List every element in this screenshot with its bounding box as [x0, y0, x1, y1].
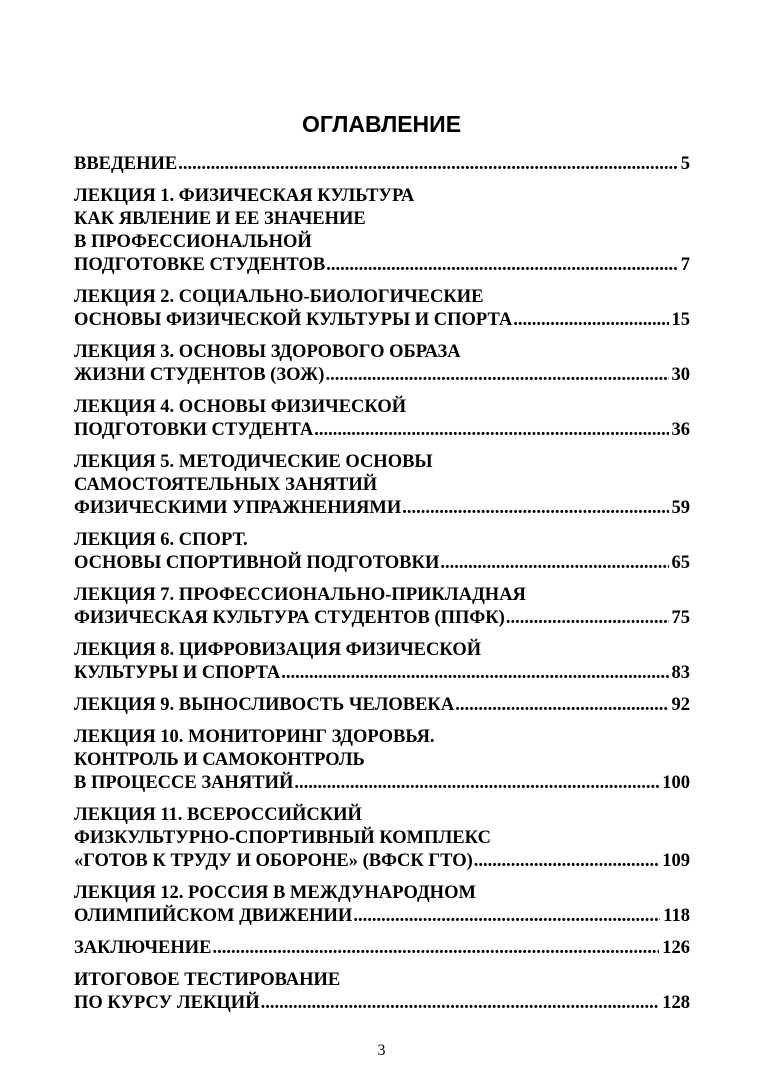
- toc-entry-title: ОСНОВЫ ФИЗИЧЕСКОЙ КУЛЬТУРЫ И СПОРТА: [74, 310, 513, 330]
- toc-page-number: 59: [671, 498, 690, 518]
- toc-entry[interactable]: [74, 694, 690, 717]
- toc-entry-last-line: [74, 552, 690, 575]
- toc-entry[interactable]: [74, 153, 690, 176]
- toc-page-number: 92: [671, 695, 690, 715]
- dot-leader: [281, 662, 668, 685]
- toc-entry[interactable]: [74, 726, 690, 795]
- toc-entry-last-line: [74, 937, 690, 960]
- toc-entry-title: ОЛИМПИЙСКОМ ДВИЖЕНИИ: [74, 906, 353, 926]
- toc-entry-last-line: [74, 992, 690, 1015]
- dot-leader: [314, 419, 668, 442]
- toc-entry-line: САМОСТОЯТЕЛЬНЫХ ЗАНЯТИЙ: [74, 475, 378, 495]
- toc-entry-title: ОСНОВЫ СПОРТИВНОЙ ПОДГОТОВКИ: [74, 553, 440, 573]
- dot-leader: [213, 937, 660, 960]
- dot-leader: [513, 309, 668, 332]
- toc-page-number: 75: [671, 608, 690, 628]
- dot-leader: [325, 364, 668, 387]
- toc-entry-last-line: [74, 254, 690, 277]
- toc-page-number: 7: [680, 255, 690, 275]
- toc-entry-line: ЛЕКЦИЯ 5. МЕТОДИЧЕСКИЕ ОСНОВЫ: [74, 452, 433, 472]
- toc-entry-last-line: [74, 662, 690, 685]
- dot-leader: [326, 254, 678, 277]
- toc-entry-last-line: [74, 850, 690, 873]
- toc-entry-line: ЛЕКЦИЯ 11. ВСЕРОССИЙСКИЙ: [74, 805, 362, 825]
- toc-page-number: 30: [671, 365, 690, 385]
- toc-entry-last-line: [74, 153, 690, 176]
- toc-entry-line: КОНТРОЛЬ И САМОКОНТРОЛЬ: [74, 750, 365, 770]
- toc-entry[interactable]: [74, 286, 690, 332]
- toc-entry-title: ЖИЗНИ СТУДЕНТОВ (ЗОЖ): [74, 365, 325, 385]
- toc-page-number: 118: [663, 906, 690, 926]
- toc-entry[interactable]: [74, 341, 690, 387]
- toc-page-number: 100: [662, 773, 690, 793]
- toc-entry-line: ЛЕКЦИЯ 1. ФИЗИЧЕСКАЯ КУЛЬТУРА: [74, 186, 415, 206]
- toc-entry[interactable]: [74, 584, 690, 630]
- dot-leader: [440, 552, 668, 575]
- toc-page-number: 15: [671, 310, 690, 330]
- toc-page-number: 109: [662, 851, 690, 871]
- toc-entry-line: ЛЕКЦИЯ 3. ОСНОВЫ ЗДОРОВОГО ОБРАЗА: [74, 342, 461, 362]
- toc-entry-title: ФИЗИЧЕСКАЯ КУЛЬТУРА СТУДЕНТОВ (ППФК): [74, 608, 505, 628]
- toc-page-number: 128: [662, 993, 690, 1013]
- toc-entry-title: ЛЕКЦИЯ 9. ВЫНОСЛИВОСТЬ ЧЕЛОВЕКА: [74, 695, 455, 715]
- toc-entry-line: ЛЕКЦИЯ 7. ПРОФЕССИОНАЛЬНО-ПРИКЛАДНАЯ: [74, 585, 526, 605]
- toc-entry[interactable]: [74, 185, 690, 277]
- dot-leader: [402, 497, 668, 520]
- dot-leader: [353, 905, 660, 928]
- toc-page-number: 126: [662, 938, 690, 958]
- toc-page-number: 65: [671, 553, 690, 573]
- toc-entry[interactable]: [74, 969, 690, 1015]
- toc-entry-title: ПОДГОТОВКЕ СТУДЕНТОВ: [74, 255, 326, 275]
- toc-entry-title: ФИЗИЧЕСКИМИ УПРАЖНЕНИЯМИ: [74, 498, 402, 518]
- dot-leader: [474, 850, 659, 873]
- toc-entry-last-line: [74, 309, 690, 332]
- toc-entry-line: ИТОГОВОЕ ТЕСТИРОВАНИЕ: [74, 970, 341, 990]
- toc-entry[interactable]: [74, 882, 690, 928]
- toc-entry-last-line: [74, 364, 690, 387]
- toc-entry-title: КУЛЬТУРЫ И СПОРТА: [74, 663, 281, 683]
- table-of-contents: [74, 153, 690, 1024]
- toc-entry-title: В ПРОЦЕССЕ ЗАНЯТИЙ: [74, 773, 294, 793]
- toc-page-number: 36: [671, 420, 690, 440]
- toc-entry[interactable]: [74, 529, 690, 575]
- toc-entry[interactable]: [74, 396, 690, 442]
- toc-entry-line: ФИЗКУЛЬТУРНО-СПОРТИВНЫЙ КОМПЛЕКС: [74, 828, 491, 848]
- toc-entry-last-line: [74, 905, 690, 928]
- toc-entry[interactable]: [74, 937, 690, 960]
- toc-entry-title: ПОДГОТОВКИ СТУДЕНТА: [74, 420, 314, 440]
- toc-entry-line: КАК ЯВЛЕНИЕ И ЕЕ ЗНАЧЕНИЕ: [74, 209, 366, 229]
- toc-entry-title: ВВЕДЕНИЕ: [74, 154, 178, 174]
- toc-entry-line: ЛЕКЦИЯ 10. МОНИТОРИНГ ЗДОРОВЬЯ.: [74, 727, 435, 747]
- toc-entry-line: ЛЕКЦИЯ 4. ОСНОВЫ ФИЗИЧЕСКОЙ: [74, 397, 407, 417]
- toc-entry-last-line: [74, 607, 690, 630]
- dot-leader: [294, 772, 659, 795]
- toc-page-number: 83: [671, 663, 690, 683]
- dot-leader: [178, 153, 678, 176]
- toc-entry-title: ПО КУРСУ ЛЕКЦИЙ: [74, 993, 260, 1013]
- toc-entry[interactable]: [74, 639, 690, 685]
- dot-leader: [455, 694, 668, 717]
- toc-entry-last-line: [74, 497, 690, 520]
- toc-entry-last-line: [74, 694, 690, 717]
- toc-entry-line: ЛЕКЦИЯ 12. РОССИЯ В МЕЖДУНАРОДНОМ: [74, 883, 476, 903]
- toc-entry[interactable]: [74, 804, 690, 873]
- toc-entry-title: ЗАКЛЮЧЕНИЕ: [74, 938, 212, 958]
- toc-entry-line: ЛЕКЦИЯ 2. СОЦИАЛЬНО-БИОЛОГИЧЕСКИЕ: [74, 287, 484, 307]
- toc-entry-title: «ГОТОВ К ТРУДУ И ОБОРОНЕ» (ВФСК ГТО): [74, 851, 473, 871]
- toc-entry-last-line: [74, 419, 690, 442]
- dot-leader: [261, 992, 660, 1015]
- page-title: ОГЛАВЛЕНИЕ: [301, 111, 462, 137]
- page-number: 3: [377, 1042, 386, 1059]
- toc-entry-line: ЛЕКЦИЯ 8. ЦИФРОВИЗАЦИЯ ФИЗИЧЕСКОЙ: [74, 640, 482, 660]
- dot-leader: [506, 607, 669, 630]
- toc-entry-line: В ПРОФЕССИОНАЛЬНОЙ: [74, 232, 312, 252]
- toc-entry[interactable]: [74, 451, 690, 520]
- toc-entry-line: ЛЕКЦИЯ 6. СПОРТ.: [74, 530, 248, 550]
- toc-page-number: 5: [680, 154, 690, 174]
- toc-entry-last-line: [74, 772, 690, 795]
